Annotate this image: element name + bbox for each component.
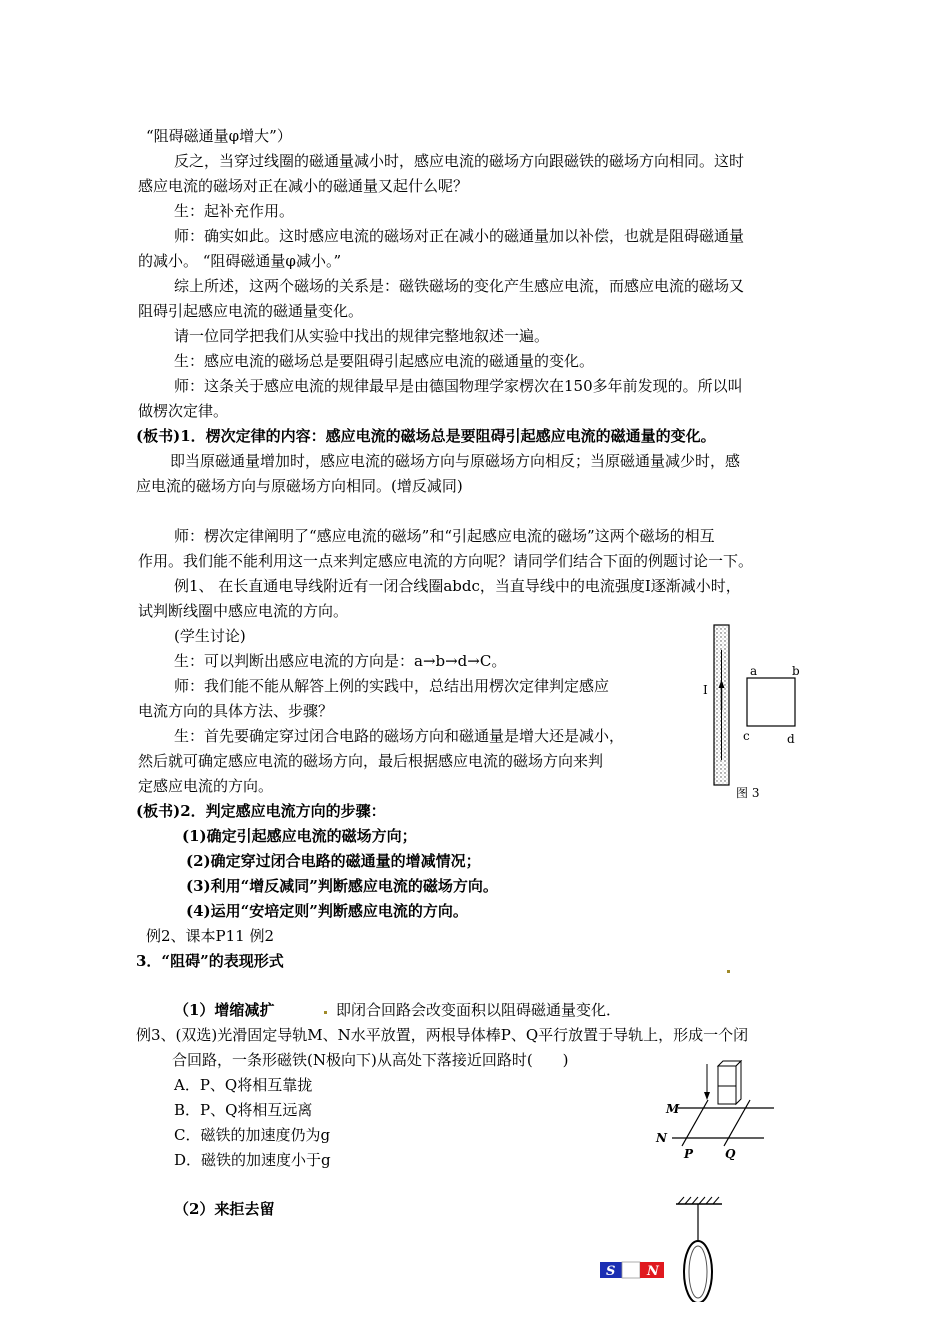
stray-mark [727,970,730,973]
figure-3 [700,620,810,805]
label-q: Q [725,1147,736,1160]
text-line: (学生讨论) [174,627,246,645]
magnet-n-label: N [647,1264,659,1279]
text-line: 感应电流的磁场对正在减小的磁通量又起什么呢？ [138,177,469,195]
label-m: M [666,1102,680,1116]
blackboard-heading-1: (板书)1．楞次定律的内容：感应电流的磁场总是要阻碍引起感应电流的磁通量的变化。 [136,427,716,445]
text-line: 师：这条关于感应电流的规律最早是由德国物理学家楞次在150多年前发现的。所以叫 [174,377,743,395]
text-line: 即当原磁通量增加时，感应电流的磁场方向与原磁场方向相反；当原磁通量减少时，感 [170,452,741,470]
text-line: 生：起补充作用。 [174,202,295,220]
current-label: I [703,683,708,697]
text-line: 作用。我们能不能利用这一点来判定感应电流的方向呢？请同学们结合下面的例题讨论一下。 [138,552,754,570]
text-line: 师：确实如此。这时感应电流的磁场对正在减小的磁通量加以补偿，也就是阻碍磁通量 [174,227,745,245]
text-line: 定感应电流的方向。 [138,777,274,795]
rod-q [724,1100,750,1146]
label-n: N [656,1131,667,1145]
down-arrow [704,1092,710,1100]
section-heading: 3．“阻碍”的表现形式 [136,952,284,970]
text-line: 反之，当穿过线圈的磁通量减小时，感应电流的磁场方向跟磁铁的磁场方向相同。这时 [174,152,745,170]
text-line: 电流方向的具体方法、步骤？ [138,702,334,720]
option-a: A．P、Q将相互靠拢 [174,1076,313,1094]
vertex-b-label: b [792,664,800,678]
bar-magnet-bottom [718,1086,736,1104]
option-c: C．磁铁的加速度仍为g [174,1126,331,1144]
label-p: P [684,1147,694,1160]
bar-magnet-top [718,1066,736,1086]
blackboard-heading-2: (板书)2．判定感应电流方向的步骤： [136,802,386,820]
rod-p [682,1100,708,1146]
text-line: 然后就可确定感应电流的磁场方向，最后根据感应电流的磁场方向来判 [138,752,604,770]
text-line: 生：感应电流的磁场总是要阻碍引起感应电流的磁通量的变化。 [174,352,595,370]
option-d: D．磁铁的加速度小于g [174,1151,331,1169]
text-line: 请一位同学把我们从实验中找出的规律完整地叙述一遍。 [174,327,550,345]
example-3-line: 合回路，一条形磁铁(N极向下)从高处下落接近回路时( ) [172,1051,569,1069]
text-line: 应电流的磁场方向与原磁场方向相同。(增反减同) [136,477,463,495]
text-line: 师：楞次定律阐明了“感应电流的磁场”和“引起感应电流的磁场”这两个磁场的相互 [174,527,715,545]
text-line: 生：首先要确定穿过闭合电路的磁场方向和磁通量是增大还是减小， [174,727,625,745]
option-b: B．P、Q将相互远离 [174,1101,313,1119]
step-3: (3)利用“增反减同”判断感应电流的磁场方向。 [186,877,498,895]
subheading-2: （2）来拒去留 [174,1200,275,1218]
metal-ring [684,1241,712,1302]
vertex-c-label: c [743,729,750,743]
step-2: (2)确定穿过闭合电路的磁通量的增减情况； [186,852,481,870]
text-line: 例1、 在长直通电导线附近有一闭合线圈abdc，当直导线中的电流强度I逐渐减小时， [174,577,741,595]
vertex-d-label: d [787,732,795,746]
text-line: 例2、课本P11 例2 [146,927,275,945]
ring-magnet-diagram [596,1192,736,1302]
text-line: 生：可以判断出感应电流的方向是：a→b→d→C。 [174,652,507,670]
example-3-line: 例3、(双选)光滑固定导轨M、N水平放置，两根导体棒P、Q平行放置于导轨上，形成一个闭 [136,1026,749,1044]
text-line: 的减小。 “阻碍磁通量φ减小。” [138,252,342,270]
magnet-middle [622,1262,640,1278]
text-line: 师：我们能不能从解答上例的实践中，总结出用楞次定律判定感应 [174,677,610,695]
figure-caption: 图 3 [736,786,760,800]
text-line: 即闭合回路会改变面积以阻碍磁通量变化． [336,1001,622,1019]
step-4: (4)运用“安培定则”判断感应电流的方向。 [186,902,468,920]
text-line: 综上所述，这两个磁场的关系是：磁铁磁场的变化产生感应电流，而感应电流的磁场又 [174,277,745,295]
vertex-a-label: a [750,664,758,678]
coil-square [747,678,795,726]
text-line: 阻碍引起感应电流的磁通量变化。 [138,302,364,320]
magnet-s-label: S [606,1264,616,1279]
text-line: “阻碍磁通量φ增大”） [146,127,292,145]
rails-diagram [650,1060,790,1160]
step-1: (1)确定引起感应电流的磁场方向； [182,827,417,845]
stray-mark [324,1011,327,1014]
text-line: 试判断线圈中感应电流的方向。 [138,602,349,620]
text-line: 做楞次定律。 [138,402,229,420]
subheading-1: （1）增缩减扩 [174,1001,275,1019]
